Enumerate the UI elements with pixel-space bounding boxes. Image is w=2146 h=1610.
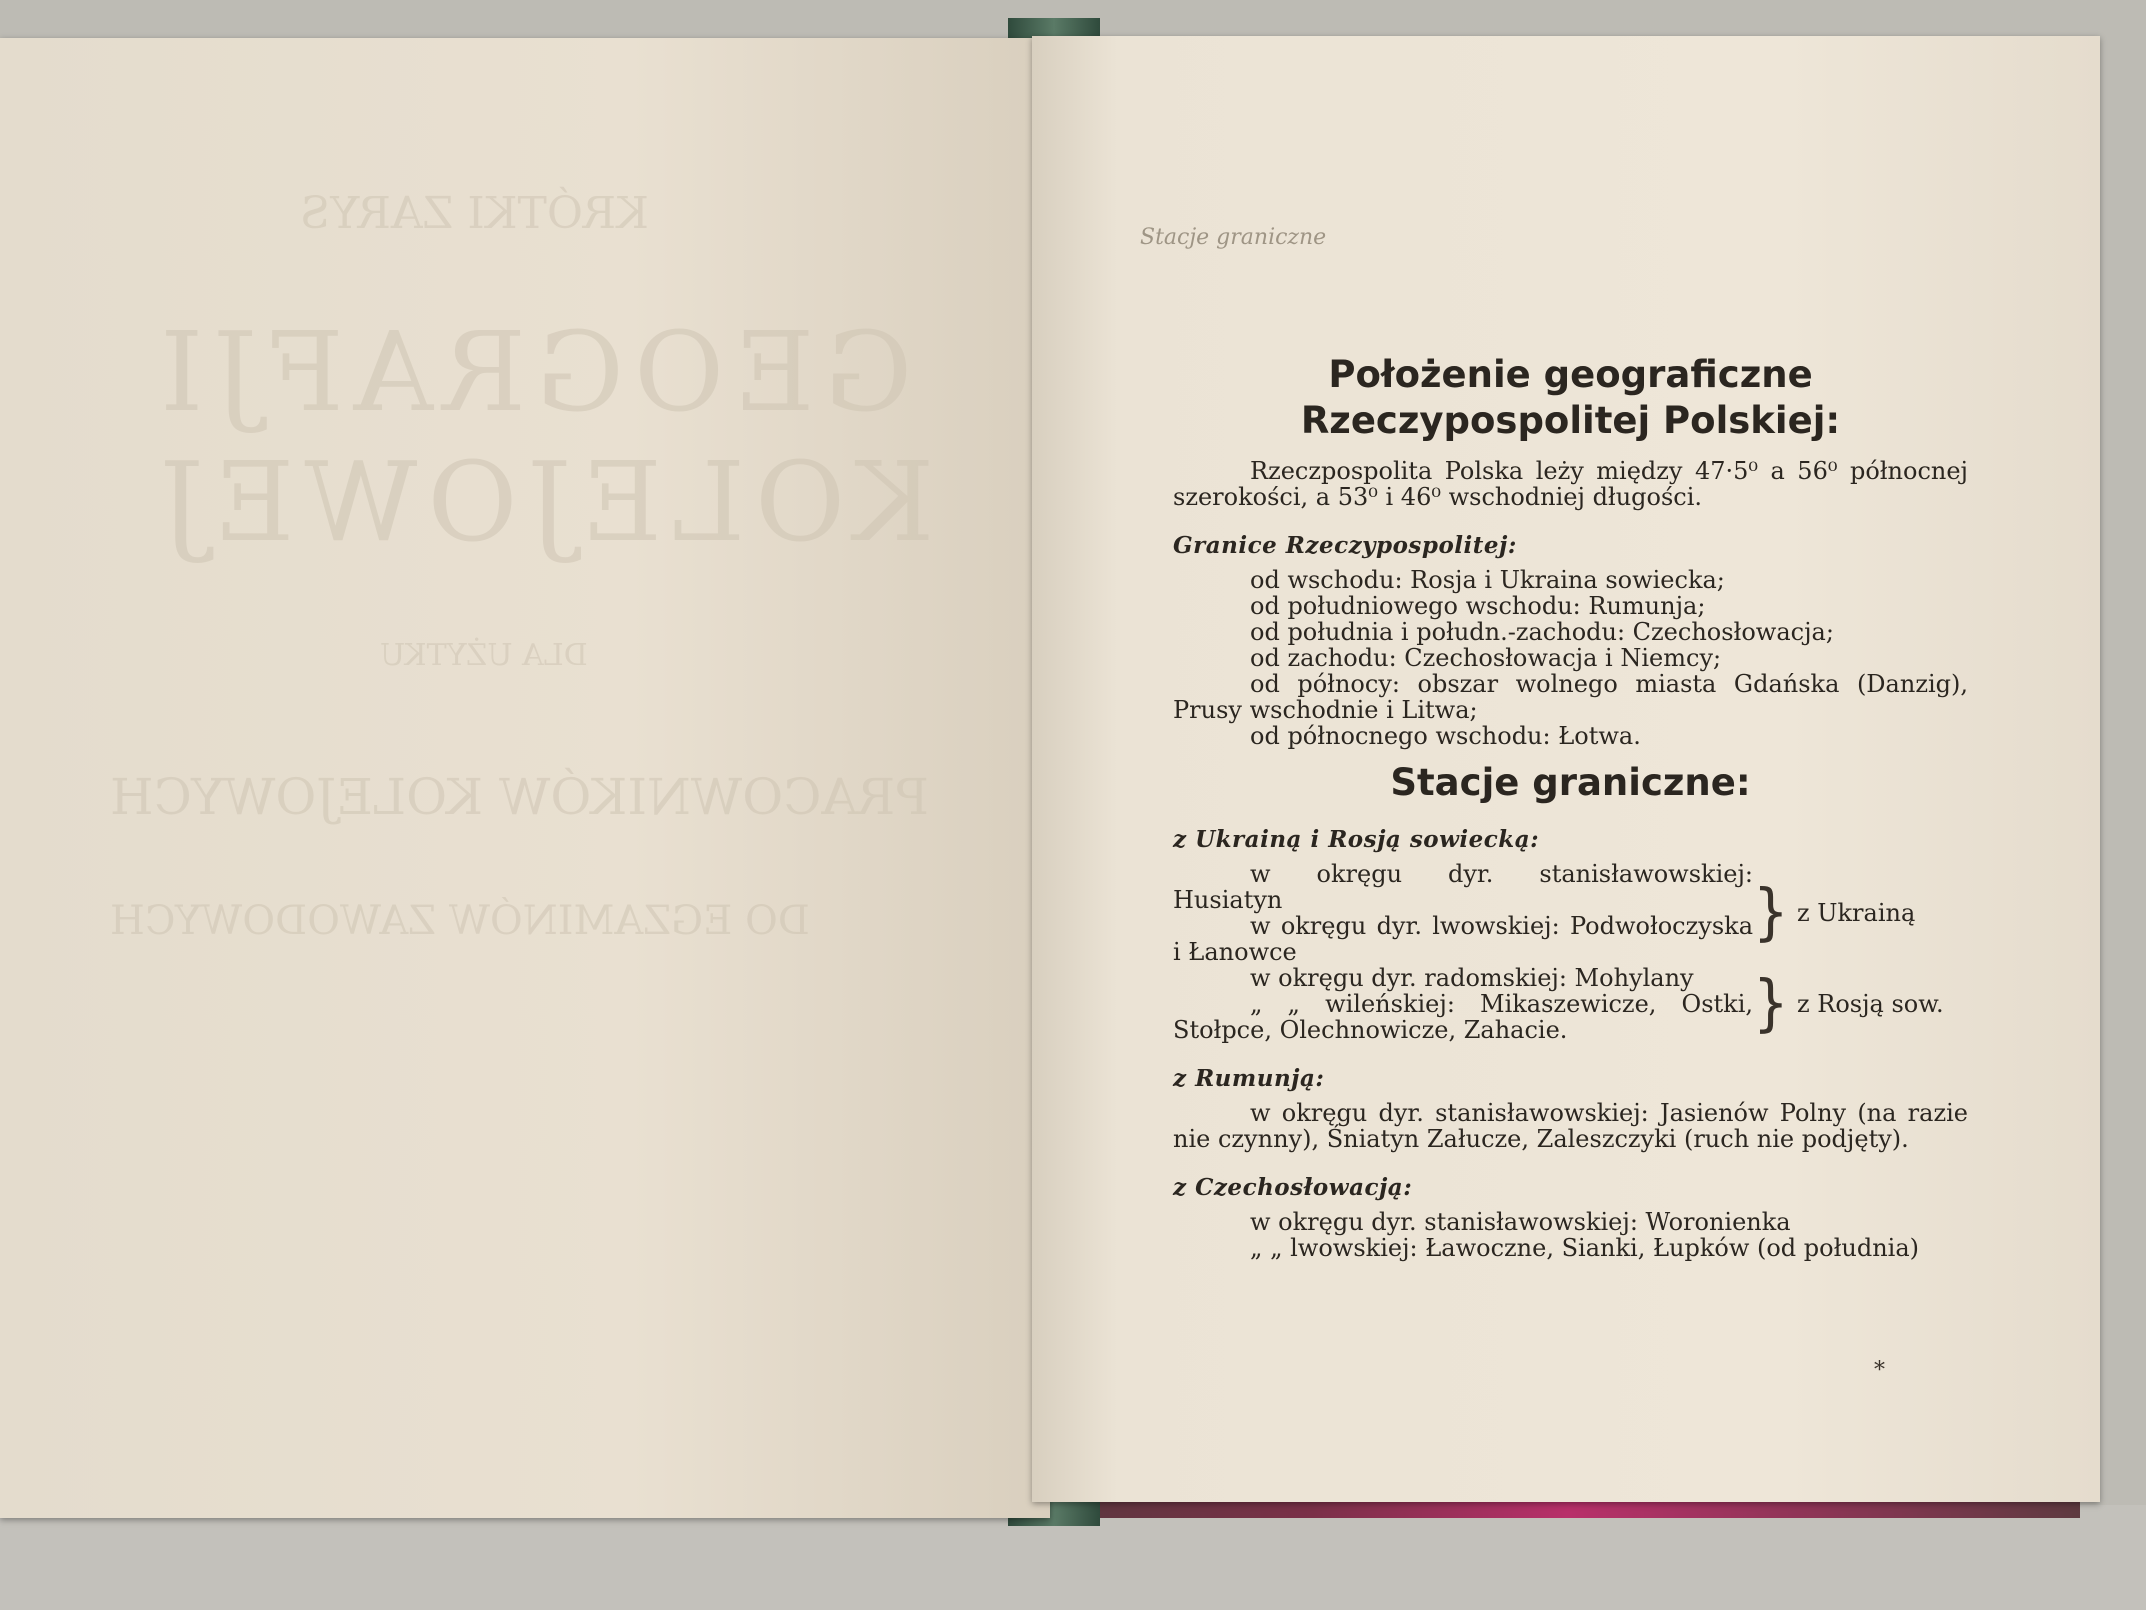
section-heading: Stacje graniczne: (1390, 761, 1751, 804)
romania-title: z Rumunją: (1173, 1065, 1325, 1092)
ukraine-russia-title: z Ukrainą i Rosją sowiecką: (1173, 826, 1540, 853)
border-item: od południa i połudn.-zachodu: Czechosłowacja; (1250, 618, 1834, 646)
page-title: Położenie geograficzne Rzeczypospolitej Polskiej: (1300, 353, 1841, 442)
show-through-text: DLA UŻYTKU (380, 638, 588, 673)
station-line: w okręgu dyr. lwowskiej: Podwołoczyska i Łanowce (1173, 912, 1753, 966)
page-mark: * (1874, 1358, 1885, 1383)
station-group-ukraine (1173, 861, 1968, 965)
group-label: z Ukrainą (1797, 899, 1916, 927)
pencil-note: Stacje graniczne (1140, 225, 1327, 250)
station-line: w okręgu dyr. stanisławowskiej: Husiatyn (1173, 860, 1753, 914)
station-line: w okręgu dyr. radomskiej: Mohylany (1250, 964, 1694, 992)
left-page (0, 38, 1050, 1518)
borders-title: Granice Rzeczypospolitej: (1173, 532, 1517, 559)
brace-icon: } (1753, 876, 1789, 949)
show-through-text: DO EGZAMINÓW ZAWODOWYCH (110, 898, 810, 944)
group-label: z Rosją sow. (1797, 990, 1944, 1018)
show-through-text: KOLEJOWEJ (150, 438, 935, 566)
intro-paragraph: Rzeczpospolita Polska leży między 47·5⁰ a 56⁰ północnej szerokości, a 53⁰ i 46⁰ wschodniej długości. (1173, 457, 1968, 511)
station-line: „ „ wileńskiej: Mikaszewicze, Ostki, Stołpce, Olechnowicze, Zahacie. (1173, 990, 1753, 1044)
show-through-text: KRÓTKI ZARYS (300, 188, 649, 239)
station-group-russia (1173, 965, 1968, 1043)
romania-stations: w okręgu dyr. stanisławowskiej: Jasienów Polny (na razie nie czynny), Śniatyn Załucze, Zaleszczyki (ruch nie podjęty). (1173, 1099, 1968, 1153)
show-through-text: PRACOWNIKÓW KOLEJOWYCH (110, 768, 929, 826)
show-through-text: GEOGRAFJI (150, 308, 913, 436)
brace-icon: } (1753, 967, 1789, 1040)
border-item: od północnego wschodu: Łotwa. (1250, 722, 1641, 750)
czechoslovakia-title: z Czechosłowacją: (1173, 1174, 1413, 1201)
czechoslovakia-line: w okręgu dyr. stanisławowskiej: Woronienka (1250, 1208, 1791, 1236)
borders-list (1173, 567, 1968, 749)
border-item: od północy: obszar wolnego miasta Gdańska (Danzig), Prusy wschodnie i Litwa; (1173, 670, 1968, 724)
border-item: od wschodu: Rosja i Ukraina sowiecka; (1250, 566, 1725, 594)
page-content (1173, 340, 1968, 1261)
czechoslovakia-line: „ „ lwowskiej: Ławoczne, Sianki, Łupków (od południa) (1250, 1234, 1920, 1262)
border-item: od zachodu: Czechosłowacja i Niemcy; (1250, 644, 1722, 672)
border-item: od południowego wschodu: Rumunja; (1250, 592, 1706, 620)
